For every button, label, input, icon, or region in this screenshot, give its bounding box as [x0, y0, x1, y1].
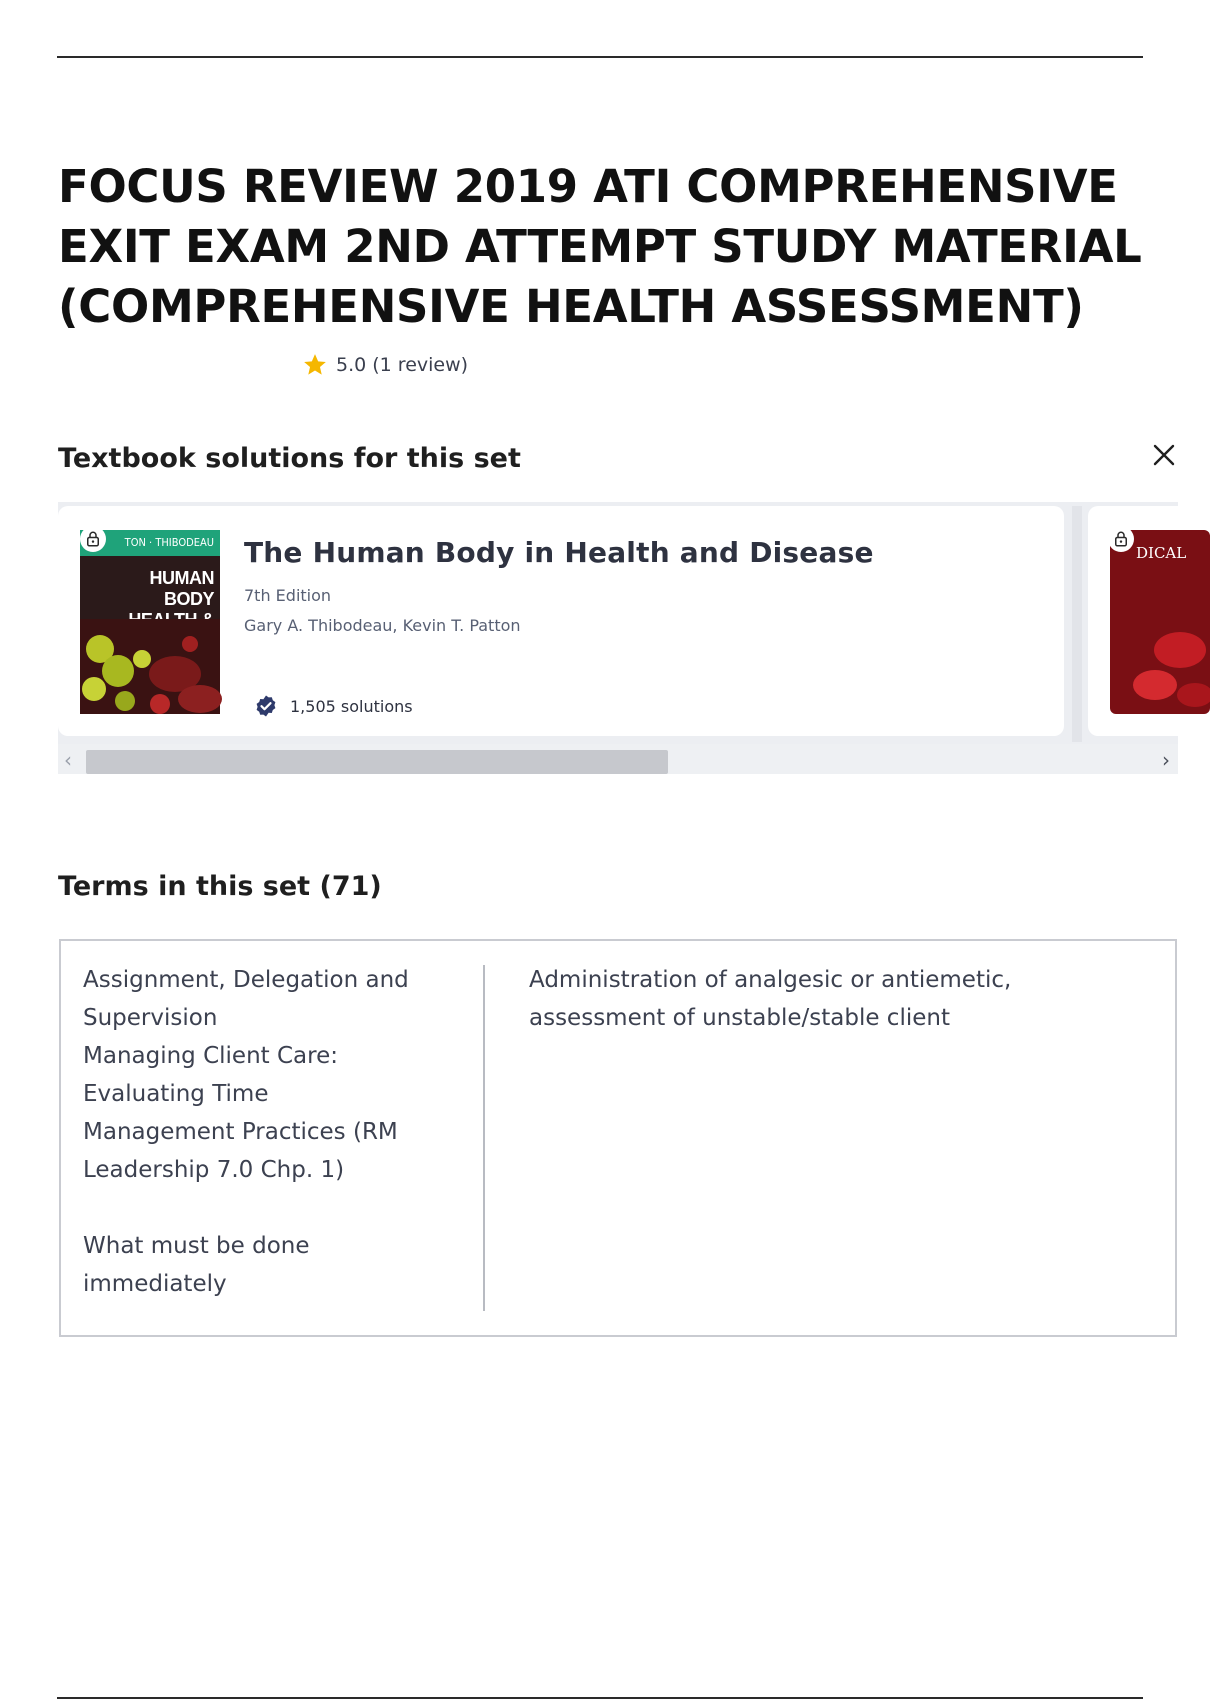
scrollbar-thumb[interactable]: [86, 750, 668, 774]
textbook-card[interactable]: [58, 506, 1064, 736]
term-card: [59, 939, 1177, 1337]
cover-title: DICAL: [1136, 544, 1187, 562]
book-cover: [80, 530, 220, 714]
lock-icon: [80, 526, 106, 552]
term-divider: [483, 965, 485, 1311]
rating: [302, 352, 468, 378]
verified-icon: [254, 694, 278, 718]
book-title[interactable]: The Human Body in Health and Disease: [244, 536, 874, 569]
book-authors: Gary A. Thibodeau, Kevin T. Patton: [244, 616, 521, 635]
term-text: Assignment, Delegation and Supervision Managing Client Care: Evaluating Time Management Practices (RM Leadership 7.0 Chp. 1) What must be done immediately: [83, 967, 409, 1297]
page-title: FOCUS REVIEW 2019 ATI COMPREHENSIVE EXIT EXAM 2ND ATTEMPT STUDY MATERIAL (COMPREHENSIVE HEALTH ASSESSMENT): [58, 160, 1142, 333]
rating-text: 5.0 (1 review): [336, 354, 469, 376]
solutions-count-text: 1,505 solutions: [290, 696, 413, 716]
cover-title: HUMAN BODY: [149, 568, 214, 609]
scroll-right-icon[interactable]: ›: [1162, 748, 1170, 772]
textbook-carousel: [58, 502, 1187, 774]
carousel-scrollbar[interactable]: [58, 744, 1178, 774]
cover-art: [1110, 530, 1210, 714]
book-cover: [1110, 530, 1210, 714]
star-icon: [302, 352, 328, 378]
book-edition: 7th Edition: [244, 586, 332, 605]
lock-icon: [1108, 526, 1134, 552]
top-rule: [57, 56, 1143, 58]
textbook-card-partial[interactable]: [1088, 506, 1208, 736]
terms-heading: Terms in this set (71): [58, 871, 382, 902]
cover-band: TON · THIBODEAU: [80, 530, 220, 556]
bottom-rule: [57, 1697, 1143, 1699]
card-separator: [1072, 506, 1082, 742]
scroll-left-icon[interactable]: ‹: [64, 748, 72, 772]
definition-text: Administration of analgesic or antiemetic, assessment of unstable/stable client: [529, 967, 1012, 1031]
textbook-solutions-heading: Textbook solutions for this set: [58, 443, 521, 474]
cover-art: [80, 619, 220, 714]
close-icon[interactable]: [1152, 443, 1176, 467]
solutions-count: [254, 694, 413, 718]
